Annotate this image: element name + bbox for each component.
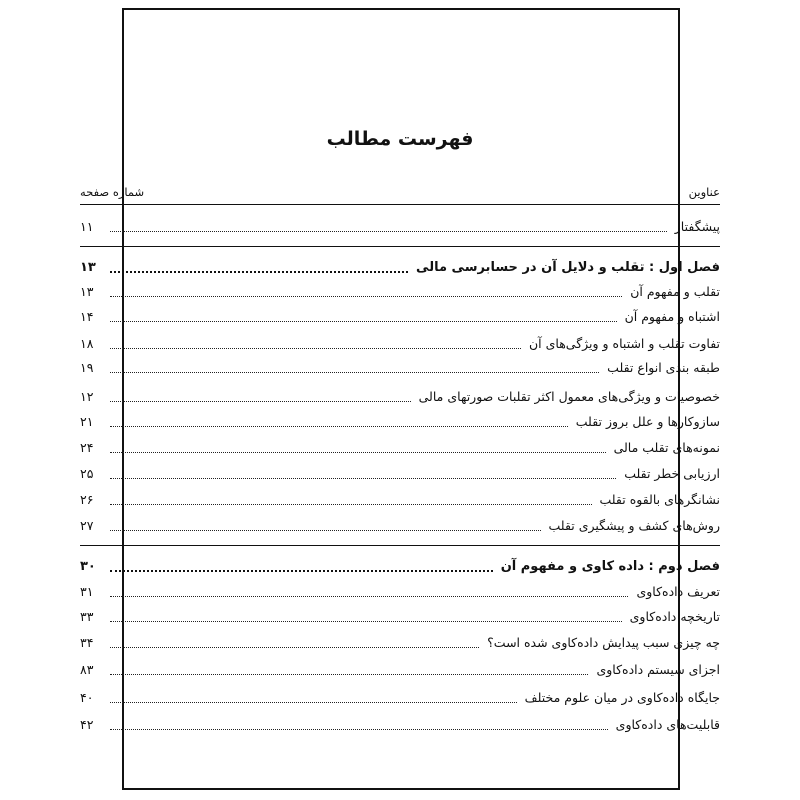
dot-leader bbox=[110, 647, 479, 648]
page-title: فهرست مطالب bbox=[326, 128, 474, 150]
dot-leader bbox=[110, 596, 628, 597]
toc-entry-page: ۱۳ bbox=[80, 259, 96, 275]
toc-entry-title: تعریف داده‌کاوی bbox=[636, 583, 720, 599]
toc-entry-title: تفاوت تقلب و اشتباه و ویژگی‌های آن bbox=[528, 335, 720, 351]
dot-leader bbox=[110, 452, 606, 453]
dot-leader bbox=[110, 271, 408, 273]
section-divider bbox=[80, 246, 720, 247]
toc-entry-page: ۳۴ bbox=[80, 634, 94, 650]
toc-entry-title: خصوصیات و ویژگی‌های معمول اکثر تقلبات صورتهای مالی bbox=[418, 388, 720, 404]
toc-entry-page: ۲۶ bbox=[80, 491, 94, 507]
dot-leader bbox=[110, 348, 521, 349]
toc-entry-page: ۱۲ bbox=[80, 388, 94, 404]
toc-row bbox=[80, 659, 720, 679]
toc-entry-title: نمونه‌های تقلب مالی bbox=[613, 439, 720, 455]
toc-entry-page: ۲۱ bbox=[80, 413, 94, 429]
toc-row bbox=[80, 632, 720, 652]
toc-row bbox=[80, 581, 720, 601]
toc-row bbox=[80, 489, 720, 509]
header-page-number-label: شماره صفحه bbox=[80, 185, 145, 199]
header-titles-label: عناوین bbox=[688, 185, 720, 199]
toc-entry-title: طبقه بندی انواع تقلب bbox=[607, 359, 720, 375]
toc-row bbox=[80, 714, 720, 734]
toc-entry-title: سازوکارها و علل بروز تقلب bbox=[575, 413, 720, 429]
toc-row bbox=[80, 463, 720, 483]
toc-entry-page: ۱۹ bbox=[80, 359, 94, 375]
dot-leader bbox=[110, 426, 568, 427]
toc-row bbox=[80, 437, 720, 457]
toc-entry-title: روش‌های کشف و پیشگیری تقلب bbox=[548, 517, 720, 533]
toc-entry-page: ۴۰ bbox=[80, 689, 94, 705]
toc-entry-page: ۱۱ bbox=[80, 218, 94, 234]
toc-entry-title: تقلب و مفهوم آن bbox=[630, 283, 720, 299]
dot-leader bbox=[110, 674, 588, 675]
dot-leader bbox=[110, 621, 622, 622]
toc-entry-title: تاریخچه داده‌کاوی bbox=[629, 608, 720, 624]
toc-entry-page: ۳۳ bbox=[80, 608, 94, 624]
toc-row bbox=[80, 411, 720, 431]
toc-row bbox=[80, 687, 720, 707]
dot-leader bbox=[110, 231, 667, 232]
toc-row bbox=[80, 306, 720, 326]
toc-entry-page: ۳۰ bbox=[80, 558, 96, 574]
toc-row bbox=[80, 333, 720, 353]
toc-entry-title: قابلیت‌های داده‌کاوی bbox=[615, 716, 720, 732]
toc-entry-title: ارزیابی خطر تقلب bbox=[624, 465, 720, 481]
dot-leader bbox=[110, 570, 493, 572]
toc-entry-page: ۱۳ bbox=[80, 283, 94, 299]
dot-leader bbox=[110, 530, 541, 531]
toc-entry-title: اشتباه و مفهوم آن bbox=[624, 308, 720, 324]
dot-leader bbox=[110, 729, 608, 730]
dot-leader bbox=[110, 401, 411, 402]
toc-row bbox=[80, 216, 720, 236]
toc-entry-title: چه چیزی سبب پیدایش داده‌کاوی شده است؟ bbox=[487, 634, 720, 650]
toc-entry-page: ۱۴ bbox=[80, 308, 94, 324]
toc-entry-page: ۳۱ bbox=[80, 583, 94, 599]
toc-entry-title: جایگاه داده‌کاوی در میان علوم مختلف bbox=[524, 689, 720, 705]
table-of-contents bbox=[80, 0, 720, 800]
toc-entry-page: ۴۲ bbox=[80, 716, 94, 732]
toc-entry-page: ۱۸ bbox=[80, 335, 94, 351]
dot-leader bbox=[110, 478, 616, 479]
toc-entry-page: ۸۳ bbox=[80, 661, 94, 677]
toc-entry-title: نشانگرهای بالقوه تقلب bbox=[599, 491, 720, 507]
dot-leader bbox=[110, 296, 622, 297]
toc-entry-title: اجزای سیستم داده‌کاوی bbox=[596, 661, 720, 677]
toc-chapter-row bbox=[80, 556, 720, 576]
toc-entry-title: پیشگفتار bbox=[674, 218, 720, 234]
toc-entry-page: ۲۵ bbox=[80, 465, 94, 481]
dot-leader bbox=[110, 702, 517, 703]
toc-row bbox=[80, 281, 720, 301]
toc-entry-page: ۲۴ bbox=[80, 439, 94, 455]
dot-leader bbox=[110, 504, 592, 505]
toc-chapter-row bbox=[80, 257, 720, 277]
toc-row bbox=[80, 515, 720, 535]
toc-row bbox=[80, 386, 720, 406]
toc-row bbox=[80, 357, 720, 377]
section-divider bbox=[80, 545, 720, 546]
toc-entry-page: ۲۷ bbox=[80, 517, 94, 533]
toc-row bbox=[80, 606, 720, 626]
toc-entry-title: فصل اول : تقلب و دلایل آن در حسابرسی مالی bbox=[416, 259, 720, 275]
toc-entry-title: فصل دوم : داده کاوی و مفهوم آن bbox=[500, 558, 720, 574]
dot-leader bbox=[110, 321, 617, 322]
dot-leader bbox=[110, 372, 599, 373]
